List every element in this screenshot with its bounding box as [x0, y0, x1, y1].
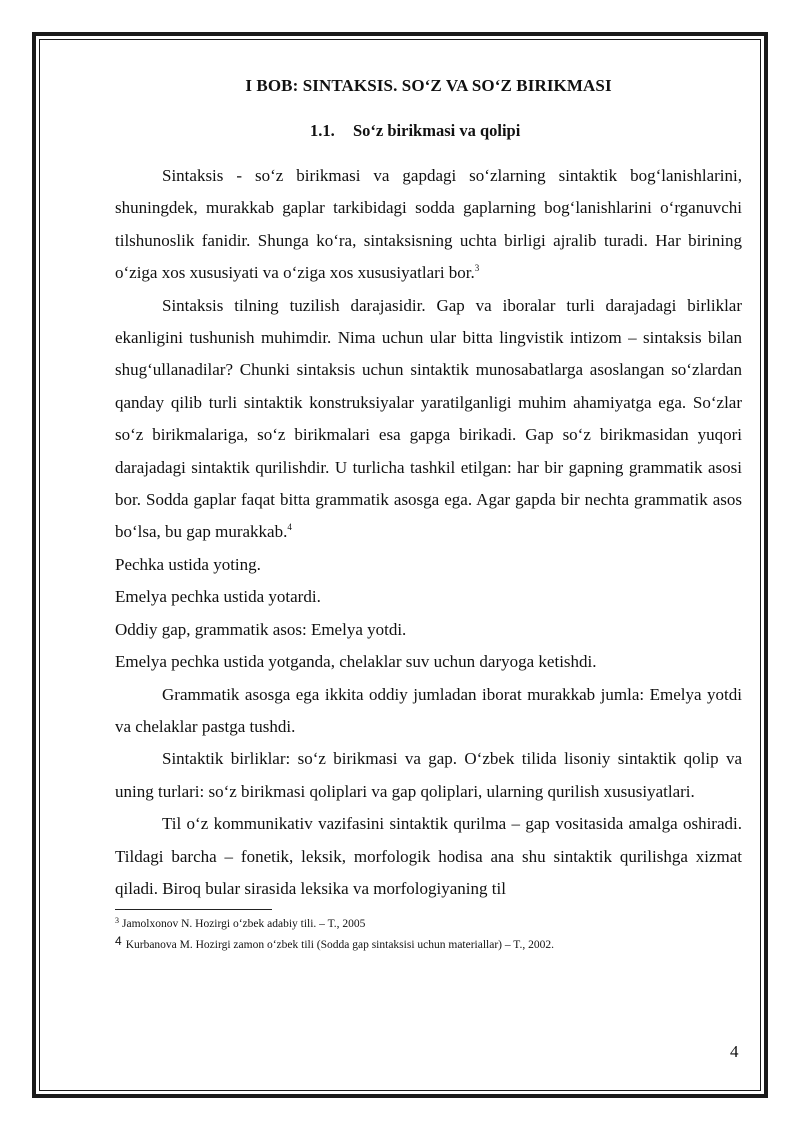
footnote-4 — [115, 933, 742, 954]
footnote-marker: 3 — [115, 916, 119, 926]
section-title: So‘z birikmasi va qolipi — [353, 121, 521, 140]
paragraph-3: Grammatik asosga ega ikkita oddiy jumladan iborat murakkab jumla: Emelya yotdi va chelaklar pastga tushdi. — [115, 684, 742, 736]
footnote-ref-4: 4 — [287, 522, 292, 533]
footnote-separator — [115, 909, 272, 910]
page-number: 4 — [730, 1042, 739, 1061]
chapter-title: I BOB: SINTAKSIS. SO‘Z VA SO‘Z BIRIKMASI — [245, 76, 612, 95]
paragraph-2 — [115, 290, 742, 549]
section-heading — [310, 117, 742, 145]
paragraph-1-text: Sintaksis - so‘z birikmasi va gapdagi so‘zlarning sintaktik bog‘lanishlarini, shuningdek, murakkab gaplar tarkibidagi sodda gaplarning bog‘lanishlarini o‘rganuvchi tilshunoslik fanidir. Shunga ko‘ra, sintaksisning uchta birligi ajralib turadi. Har birining o‘ziga xos xususiyati va o‘ziga xos xususiyatlari bor. — [115, 166, 742, 283]
section-number: 1.1. — [310, 121, 335, 140]
footnote-3 — [115, 912, 742, 933]
paragraph-2-text: Sintaksis tilning tuzilish darajasidir. Gap va iboralar turli darajadagi birliklar ekanligini tushunish muhimdir. Nima uchun ular bitta lingvistik intizom – sintaksis bilan shug‘ullanadilar? Chunki sintaksis uchun sintaktik munosabatlarga asoslangan so‘zlardan qanday qilib turli sintaktik konstruksiyalar yaratilganligi muhim ahamiyatga ega. So‘zlar so‘z birikmalariga, so‘z birikmalari esa gapga birikadi. Gap so‘z birikmasidan yuqori darajadagi sintaktik qurilishdir. U turlicha tashkil etilgan: har bir gapning grammatik asosi bor. Sodda gaplar faqat bitta grammatik asosga ega. Agar gapda bir nechta grammatik asos bo‘lsa, bu gap murakkab. — [115, 295, 742, 542]
paragraph-1 — [115, 160, 742, 290]
example-line-2: Emelya pechka ustida yotardi. — [115, 587, 321, 607]
example-line-1: Pechka ustida yoting. — [115, 554, 261, 574]
footnote-ref-3: 3 — [474, 263, 480, 274]
example-line-3: Oddiy gap, grammatik asos: Emelya yotdi. — [115, 619, 407, 639]
footnote-text: Jamolxonov N. Hozirgi o‘zbek adabiy tili. – T., 2005 — [122, 918, 366, 931]
footnotes — [115, 912, 742, 954]
example-line-4: Emelya pechka ustida yotganda, chelaklar suv uchun daryoga ketishdi. — [115, 652, 597, 672]
footnote-text: Kurbanova M. Hozirgi zamon o‘zbek tili (Sodda gap sintaksisi uchun materiallar) – T., 2002. — [125, 939, 554, 952]
document-body — [115, 72, 742, 954]
paragraph-4: Sintaktik birliklar: so‘z birikmasi va gap. O‘zbek tilida lisoniy sintaktik qolip va uning turlari: so‘z birikmasi qoliplari va gap qoliplari, ularning qurilish xususiyatlari. — [115, 749, 742, 801]
paragraph-5: Til o‘z kommunikativ vazifasini sintaktik qurilma – gap vositasida amalga oshiradi. Tildagi barcha – fonetik, leksik, morfologik hodisa ana shu sintaktik qurilishga xizmat qiladi. Biroq bular sirasida leksika va morfologiyaning til — [115, 814, 742, 898]
footnote-marker: 4 — [115, 934, 122, 949]
